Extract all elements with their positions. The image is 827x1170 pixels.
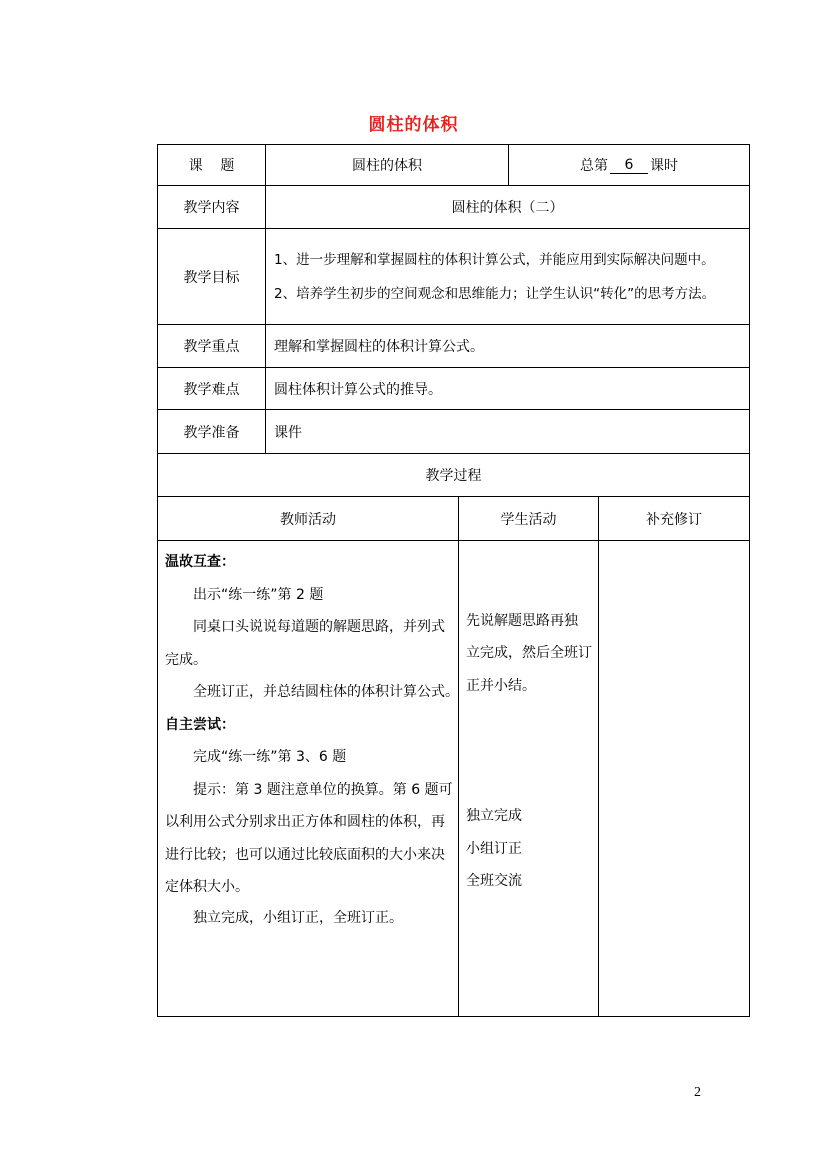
goals-label: 教学目标 [183,269,240,286]
teacher-line: 同桌口头说说每道题的解题思路，并列式 [193,619,445,635]
lesson-suffix: 课时 [650,158,678,174]
student-activity-header: 学生活动 [458,497,598,540]
student-line: 独立完成 [466,808,522,824]
focus-label: 教学重点 [183,339,240,355]
revision-header: 补充修订 [598,497,749,540]
goal-item: 2、培养学生初步的空间观念和思维能力；让学生认识“转化”的思考方法。 [274,285,716,302]
student-line: 立完成，然后全班订 [466,645,592,661]
page-number: 2 [694,1085,701,1100]
goals-row [157,229,750,325]
teacher-line: 提示：第 3 题注意单位的换算。第 6 题可 [193,781,453,798]
goal-item: 1、进一步理解和掌握圆柱的体积计算公式，并能应用到实际解决问题中。 [274,251,715,268]
focus-value: 理解和掌握圆柱的体积计算公式。 [265,325,749,367]
prep-value: 课件 [265,410,749,453]
prep-row [157,410,750,454]
teacher-line: 完成“练一练”第 3、6 题 [193,749,347,765]
process-header-row [157,497,750,541]
student-line: 正并小结。 [466,678,536,694]
process-title-row [157,454,750,497]
teacher-line: 全班订正，并总结圆柱体的体积计算公式。 [193,684,459,700]
section-title-review: 温故互查： [165,554,235,570]
student-line: 先说解题思路再独 [466,613,578,629]
topic-label: 课 题 [188,158,235,174]
teacher-line: 定体积大小。 [165,879,249,895]
teacher-line: 出示“练一练”第 2 题 [193,586,324,603]
student-activity-cell [458,541,598,1016]
document-title: 圆柱的体积 [368,115,459,135]
difficulty-row [157,368,750,410]
teacher-activity-cell [158,541,458,1016]
lesson-count [508,145,749,185]
difficulty-value: 圆柱体积计算公式的推导。 [265,368,749,409]
teacher-line: 进行比较；也可以通过比较底面积的大小来决 [165,846,445,863]
teacher-activity-header: 教师活动 [280,511,336,528]
content-value: 圆柱的体积（二） [265,186,749,228]
process-title: 教学过程 [425,468,482,484]
lesson-prefix: 总第 [580,158,608,174]
teacher-line: 完成。 [165,651,207,668]
student-line: 全班交流 [466,873,522,889]
topic-value: 圆柱的体积 [265,145,508,185]
lesson-number: 6 [610,157,648,174]
student-line: 小组订正 [466,841,522,857]
content-label: 教学内容 [183,200,240,216]
process-body-row [157,541,750,1017]
goals-list [265,229,749,324]
prep-label: 教学准备 [183,424,240,441]
revision-cell [598,541,749,1016]
teacher-line: 独立完成，小组订正，全班订正。 [193,909,403,926]
content-row [157,186,750,229]
topic-row [157,144,750,186]
difficulty-label: 教学难点 [183,381,240,398]
teacher-line: 以利用公式分别求出正方体和圆柱的体积，再 [165,814,445,830]
focus-row [157,325,750,368]
section-title-try: 自主尝试： [165,716,235,733]
lesson-plan-table [157,144,750,1017]
